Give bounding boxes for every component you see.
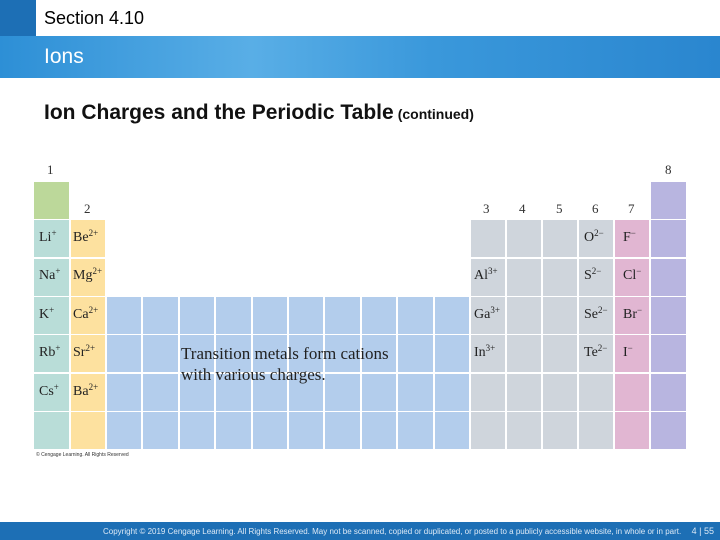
ion-symbol: Na — [39, 268, 56, 283]
cell-transition — [252, 411, 288, 450]
cell-main-group — [542, 258, 578, 297]
cell-transition — [106, 296, 142, 335]
ion-charge: 3+ — [488, 266, 498, 276]
ion-charge: − — [630, 228, 636, 238]
ion-group2 — [73, 268, 102, 284]
cell-main-group — [506, 219, 542, 258]
ion-group6 — [584, 268, 601, 284]
section-label: Section 4.10 — [44, 8, 145, 28]
slide-title-suffix: (continued) — [397, 106, 474, 122]
ion-symbol: Ga — [474, 307, 491, 322]
ion-charge: 2− — [594, 228, 604, 238]
cell-main-group — [506, 296, 542, 335]
cell-group8 — [650, 219, 687, 258]
banner-title: Ions — [44, 45, 84, 68]
ion-symbol: O — [584, 230, 595, 245]
ion-charge: + — [49, 305, 55, 315]
ion-group6 — [584, 230, 604, 246]
ion-symbol: F — [623, 230, 631, 245]
ion-group3 — [474, 268, 498, 284]
ion-charge: − — [637, 305, 643, 315]
cell-main-group — [578, 373, 614, 412]
cell-main-group — [578, 411, 614, 450]
ion-symbol: Mg — [73, 268, 93, 283]
group-label-5: 5 — [556, 201, 563, 216]
cell-transition — [361, 411, 397, 450]
cell-main-group — [470, 373, 506, 412]
group-label-2: 2 — [84, 201, 91, 216]
ion-charge: 2− — [598, 305, 608, 315]
group-label-3: 3 — [483, 201, 490, 216]
ion-symbol: Ca — [73, 307, 89, 322]
cell-transition — [434, 373, 470, 412]
cell-main-group — [542, 334, 578, 373]
ion-charge: 3+ — [485, 343, 496, 353]
ion-group7 — [623, 345, 633, 361]
ion-symbol: In — [474, 345, 486, 360]
cell-main-group — [542, 411, 578, 450]
ion-charge: 2− — [597, 343, 608, 353]
cell-group8 — [650, 373, 687, 412]
cell-transition — [434, 296, 470, 335]
ion-charge: 2+ — [88, 228, 99, 238]
ion-charge: − — [627, 343, 633, 353]
cell-group8 — [650, 334, 687, 373]
ion-symbol: K — [39, 307, 50, 322]
ion-charge: + — [51, 228, 57, 238]
ion-symbol: S — [584, 268, 592, 283]
cell-transition — [397, 373, 433, 412]
transition-note-line-2: with various charges. — [181, 365, 326, 384]
transition-note-line-1: Transition metals form cations — [181, 344, 389, 363]
cell-transition — [215, 411, 251, 450]
cell-main-group — [506, 373, 542, 412]
cell-main-group — [506, 258, 542, 297]
cell-transition — [324, 296, 360, 335]
cell-group8 — [650, 296, 687, 335]
page-number: 4 | 55 — [691, 526, 714, 536]
ion-group2 — [73, 384, 98, 400]
ion-symbol: Se — [584, 307, 598, 322]
ion-group6 — [584, 345, 607, 361]
cell-group2 — [70, 411, 106, 450]
ion-group2 — [73, 345, 95, 361]
cell-group8 — [650, 181, 687, 220]
cell-main-group — [470, 411, 506, 450]
footer-copyright: Copyright © 2019 Cengage Learning. All Rights Reserved. May not be scanned, copied or duplicated, or posted to a publicly accessible website, in whole or in part. — [103, 527, 682, 536]
transition-metals-note — [181, 343, 389, 385]
ion-group2 — [73, 307, 98, 323]
cell-transition — [106, 411, 142, 450]
ion-symbol: Li — [39, 230, 52, 245]
cell-transition — [252, 296, 288, 335]
cell-transition — [179, 296, 215, 335]
ion-group1 — [39, 345, 60, 361]
group-label-7: 7 — [628, 201, 635, 216]
ion-symbol: Rb — [39, 345, 56, 360]
cell-transition — [397, 296, 433, 335]
cell-group7 — [614, 411, 650, 450]
group-label-6: 6 — [592, 201, 599, 216]
ion-charge: + — [55, 266, 61, 276]
cell-main-group — [470, 219, 506, 258]
cell-transition — [361, 296, 397, 335]
cell-group8 — [650, 258, 687, 297]
cell-transition — [434, 334, 470, 373]
ion-symbol: Sr — [73, 345, 86, 360]
cell-group1 — [33, 411, 70, 450]
cell-transition — [142, 296, 178, 335]
ion-charge: + — [55, 343, 61, 353]
ion-group1 — [39, 384, 59, 400]
ion-charge: 2+ — [92, 266, 103, 276]
ion-group2 — [73, 230, 98, 246]
ion-group7 — [623, 307, 642, 323]
ion-charge: + — [53, 382, 59, 392]
ion-symbol: I — [623, 345, 628, 360]
cell-transition — [397, 411, 433, 450]
cell-transition — [288, 411, 324, 450]
cell-main-group — [542, 373, 578, 412]
ion-symbol: Al — [474, 268, 488, 283]
cell-transition — [397, 334, 433, 373]
ion-charge: 2+ — [88, 382, 99, 392]
cell-transition — [288, 296, 324, 335]
ion-symbol: Be — [73, 230, 89, 245]
ion-charge: 2+ — [88, 305, 99, 315]
ion-group1 — [39, 307, 54, 323]
group-label-8: 8 — [665, 162, 672, 177]
ion-symbol: Te — [584, 345, 598, 360]
cell-transition — [142, 411, 178, 450]
ion-group3 — [474, 345, 495, 361]
cell-main-group — [506, 334, 542, 373]
cell-transition — [106, 334, 142, 373]
cell-transition — [142, 334, 178, 373]
ion-group3 — [474, 307, 500, 323]
image-credit: © Cengage Learning. All Rights Reserved — [36, 452, 129, 458]
ion-group7 — [623, 230, 636, 246]
ion-group1 — [39, 230, 57, 246]
footer-bar — [0, 522, 720, 540]
cell-transition — [142, 373, 178, 412]
cell-transition — [179, 411, 215, 450]
cell-main-group — [542, 219, 578, 258]
cell-transition — [434, 411, 470, 450]
ion-group1 — [39, 268, 60, 284]
cell-main-group — [506, 411, 542, 450]
cell-main-group — [542, 296, 578, 335]
cell-group8 — [650, 411, 687, 450]
ion-charge: 2+ — [85, 343, 96, 353]
cell-transition — [106, 373, 142, 412]
ion-symbol: Br — [623, 307, 637, 322]
slide-title-text: Ion Charges and the Periodic Table — [44, 101, 394, 124]
ion-charge: − — [636, 266, 642, 276]
ion-symbol: Cl — [623, 268, 637, 283]
ion-group6 — [584, 307, 608, 323]
ion-charge: 3+ — [490, 305, 500, 315]
ion-symbol: Cs — [39, 384, 54, 399]
cell-transition — [215, 296, 251, 335]
ion-group7 — [623, 268, 641, 284]
cell-group7 — [614, 373, 650, 412]
ion-charge: 2− — [591, 266, 602, 276]
cell-transition — [324, 411, 360, 450]
group-label-1: 1 — [47, 162, 54, 177]
cell-hydrogen — [33, 181, 70, 220]
group-label-4: 4 — [519, 201, 526, 216]
ion-symbol: Ba — [73, 384, 89, 399]
